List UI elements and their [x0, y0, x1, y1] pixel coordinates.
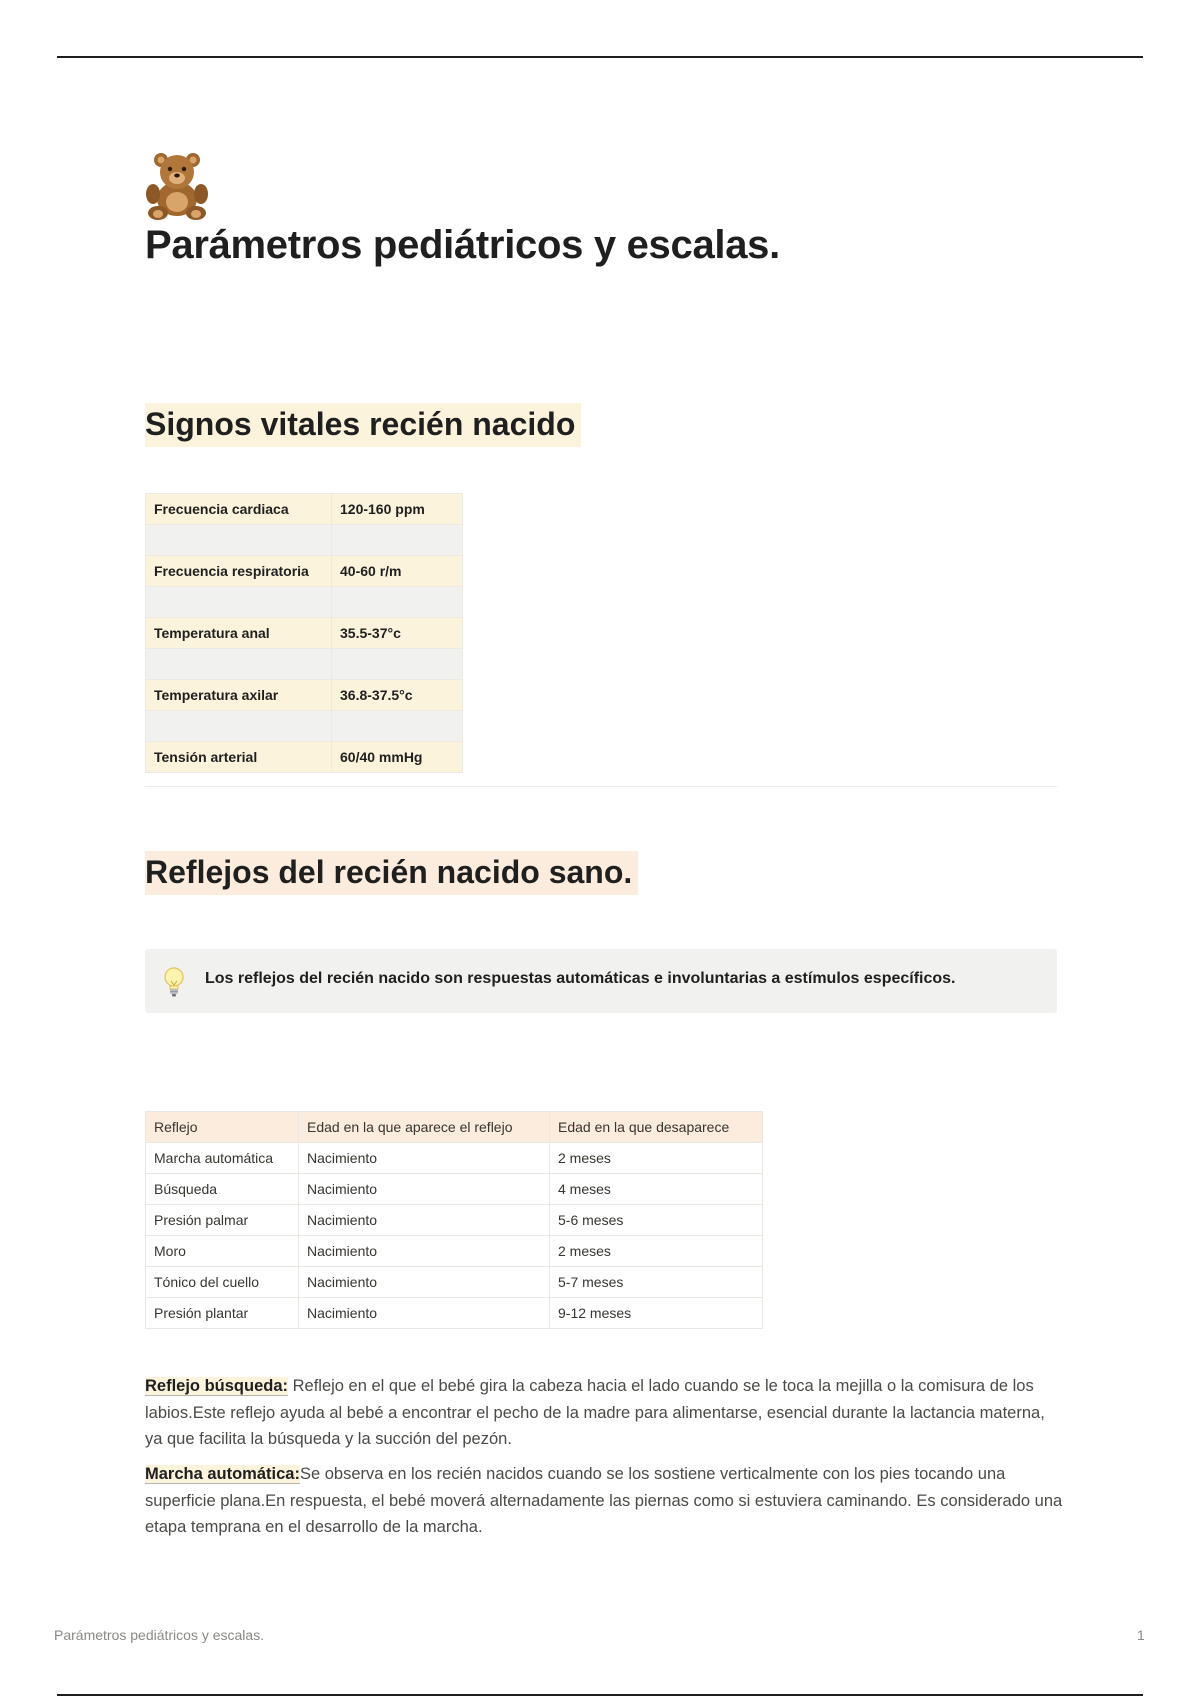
vital-value: 36.8-37.5°c: [332, 680, 463, 711]
paragraph-lead: Marcha automática:: [145, 1465, 300, 1483]
appear-age: Nacimiento: [299, 1298, 550, 1329]
appear-age: Nacimiento: [299, 1205, 550, 1236]
table-row: [146, 649, 463, 680]
table-row: [146, 742, 463, 773]
reflex-name: Moro: [146, 1236, 299, 1267]
vital-value: 40-60 r/m: [332, 556, 463, 587]
teddy-bear-icon: [142, 150, 212, 220]
vitals-heading: Signos vitales recién nacido: [145, 403, 581, 447]
table-row: [146, 587, 463, 618]
paragraph-text: Se observa en los recién nacidos cuando se los sostiene verticalmente con los pies tocando una superficie plana.En respuesta, el bebé moverá alternadamente las piernas como si estuviera caminando. Es considerado una etapa temprana en el desarrollo de la marcha.: [145, 1465, 1063, 1536]
column-header: Reflejo: [146, 1112, 299, 1143]
vital-value: 35.5-37°c: [332, 618, 463, 649]
table-row: [146, 1143, 763, 1174]
paragraph-marcha-automatica: [145, 1461, 1065, 1541]
table-row: [146, 711, 463, 742]
disappear-age: 9-12 meses: [550, 1298, 763, 1329]
vital-label: Frecuencia respiratoria: [146, 556, 332, 587]
vital-value: [332, 649, 463, 680]
footer-title: Parámetros pediátricos y escalas.: [54, 1627, 265, 1643]
reflex-name: Presión palmar: [146, 1205, 299, 1236]
vital-label: Tensión arterial: [146, 742, 332, 773]
disappear-age: 5-6 meses: [550, 1205, 763, 1236]
column-header: Edad en la que aparece el reflejo: [299, 1112, 550, 1143]
vital-label: Temperatura anal: [146, 618, 332, 649]
table-row: [146, 1174, 763, 1205]
light-bulb-icon: [163, 967, 185, 999]
reflexes-heading: Reflejos del recién nacido sano.: [145, 851, 638, 895]
appear-age: Nacimiento: [299, 1143, 550, 1174]
page-title: Parámetros pediátricos y escalas.: [145, 223, 780, 267]
vital-value: 120-160 ppm: [332, 494, 463, 525]
vital-label: Frecuencia cardiaca: [146, 494, 332, 525]
info-callout: [145, 949, 1057, 1013]
vital-label: [146, 525, 332, 556]
table-row: [146, 494, 463, 525]
table-row: [146, 1298, 763, 1329]
table-row: [146, 556, 463, 587]
page-number: 1: [1137, 1627, 1145, 1643]
reflexes-table: [145, 1111, 763, 1329]
disappear-age: 5-7 meses: [550, 1267, 763, 1298]
table-row: [146, 1267, 763, 1298]
vital-label: [146, 649, 332, 680]
table-row: [146, 525, 463, 556]
vital-value: [332, 525, 463, 556]
reflex-name: Tónico del cuello: [146, 1267, 299, 1298]
reflex-name: Presión plantar: [146, 1298, 299, 1329]
table-row: [146, 680, 463, 711]
vital-label: Temperatura axilar: [146, 680, 332, 711]
table-header-row: [146, 1112, 763, 1143]
table-row: [146, 618, 463, 649]
vitals-table: [145, 493, 463, 773]
vital-value: 60/40 mmHg: [332, 742, 463, 773]
vital-value: [332, 711, 463, 742]
top-rule: [57, 56, 1143, 58]
appear-age: Nacimiento: [299, 1174, 550, 1205]
paragraph-text: Reflejo en el que el bebé gira la cabeza hacia el lado cuando se le toca la mejilla o la comisura de los labios.Este reflejo ayuda al bebé a encontrar el pecho de la madre para alimentarse, esencial durante la lactancia materna, ya que facilita la búsqueda y la succión del pezón.: [145, 1377, 1045, 1448]
paragraph-reflejo-busqueda: [145, 1373, 1065, 1453]
table-row: [146, 1236, 763, 1267]
reflex-name: Búsqueda: [146, 1174, 299, 1205]
vital-label: [146, 711, 332, 742]
appear-age: Nacimiento: [299, 1267, 550, 1298]
paragraph-lead: Reflejo búsqueda:: [145, 1377, 289, 1395]
column-header: Edad en la que desaparece: [550, 1112, 763, 1143]
disappear-age: 4 meses: [550, 1174, 763, 1205]
appear-age: Nacimiento: [299, 1236, 550, 1267]
disappear-age: 2 meses: [550, 1236, 763, 1267]
vital-value: [332, 587, 463, 618]
vital-label: [146, 587, 332, 618]
table-row: [146, 1205, 763, 1236]
bottom-rule: [57, 1694, 1143, 1696]
section-divider: [145, 786, 1057, 787]
disappear-age: 2 meses: [550, 1143, 763, 1174]
reflex-name: Marcha automática: [146, 1143, 299, 1174]
callout-text: Los reflejos del recién nacido son respuestas automáticas e involuntarias a estímulos específicos.: [205, 970, 956, 987]
